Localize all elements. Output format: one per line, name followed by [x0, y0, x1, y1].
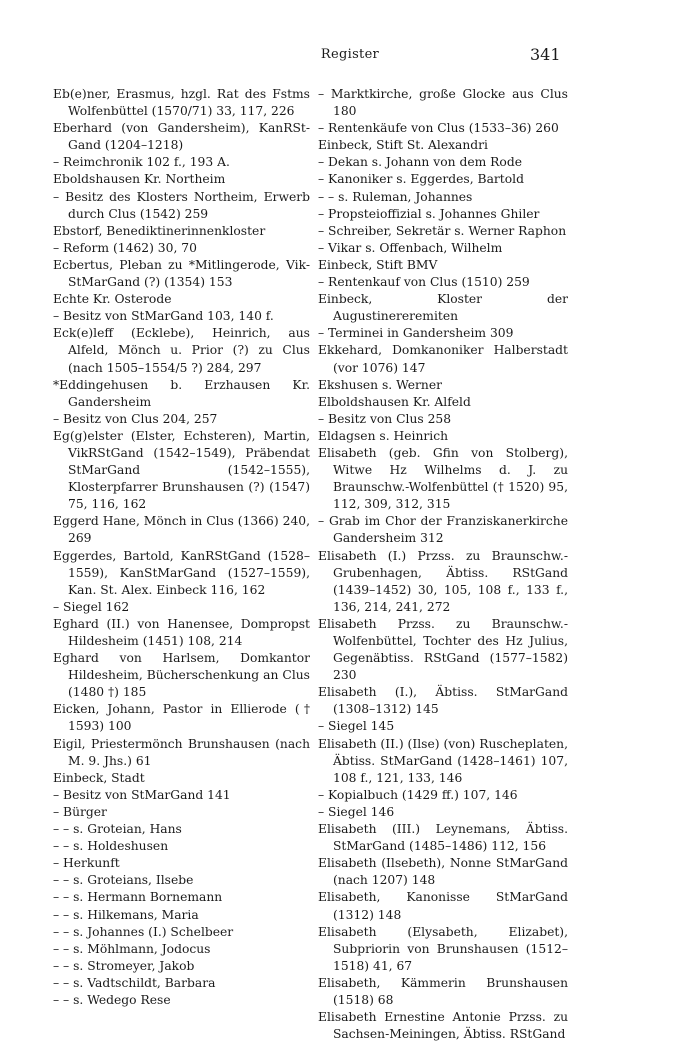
index-entry: Eggerdes, Bartold, KanRStGand (1528–1559), KanStMarGand (1527–1559), Kan. St. Alex. Einbeck 116, 162 — [53, 548, 310, 597]
index-entry: Eg(g)elster (Elster, Echsteren), Martin, VikRStGand (1542–1549), Präbendat StMarGand (1542–1555), Klosterpfarrer Brunshausen (?) (1547) 75, 116, 162 — [53, 428, 310, 512]
index-entry: – – s. Hermann Bornemann — [53, 890, 223, 905]
index-entry: – – s. Johannes (I.) Schelbeer — [53, 924, 234, 939]
index-entry: – Reimchronik 102 f., 193 A. — [53, 155, 230, 170]
index-entry: Elisabeth (III.) Leynemans, Äbtiss. StMarGand (1485–1486) 112, 156 — [318, 822, 568, 854]
index-entry: *Eddingehusen b. Erzhausen Kr. Gandersheim — [53, 377, 310, 409]
index-entry: Elisabeth (II.) (Ilse) (von) Ruscheplaten, Äbtiss. StMarGand (1428–1461) 107, 108 f., 121, 133, 146 — [318, 736, 568, 785]
index-column-left — [53, 86, 310, 1009]
index-entry: – Siegel 162 — [53, 599, 130, 614]
index-entry: – – s. Groteian, Hans — [53, 822, 182, 837]
index-entry: – Rentenkäufe von Clus (1533–36) 260 — [318, 121, 559, 136]
index-entry: – Grab im Chor der Franziskanerkirche Gandersheim 312 — [318, 514, 568, 546]
index-entry: Ebstorf, Benediktinerinnenkloster — [53, 223, 266, 238]
index-entry: Einbeck, Kloster der Augustinereremiten — [318, 292, 568, 324]
index-entry: – Reform (1462) 30, 70 — [53, 240, 197, 255]
index-entry: – – s. Groteians, Ilsebe — [53, 873, 194, 888]
index-entry: Eigil, Priestermönch Brunshausen (nach M. 9. Jhs.) 61 — [53, 736, 310, 768]
index-entry: Eghard (II.) von Hanensee, Dompropst Hildesheim (1451) 108, 214 — [53, 616, 310, 648]
index-entry: – Besitz von Clus 204, 257 — [53, 411, 218, 426]
index-entry: Elisabeth (geb. Gfin von Stolberg), Witwe Hz Wilhelms d. J. zu Braunschw.-Wolfenbüttel († 1520) 95, 112, 309, 312, 315 — [318, 445, 568, 512]
index-entry: Elisabeth Przss. zu Braunschw.-Wolfenbüttel, Tochter des Hz Julius, Gegenäbtiss. RStGand (1577–1582) 230 — [318, 616, 568, 683]
index-entry: Elboldshausen Kr. Alfeld — [318, 394, 471, 409]
index-entry: Elisabeth (I.) Przss. zu Braunschw.-Grubenhagen, Äbtiss. RStGand (1439–1452) 30, 105, 108 f., 133 f., 136, 214, 241, 272 — [318, 548, 568, 614]
index-entry: – – s. Vadtschildt, Barbara — [53, 975, 216, 990]
index-entry: Ecbertus, Pleban zu *Mitlingerode, Vik-StMarGand (?) (1354) 153 — [53, 257, 310, 290]
index-entry: Ekkehard, Domkanoniker Halberstadt (vor 1076) 147 — [318, 343, 568, 375]
index-entry: Elisabeth (Ilsebeth), Nonne StMarGand (nach 1207) 148 — [318, 856, 568, 888]
index-entry: – – s. Ruleman, Johannes — [318, 189, 473, 204]
index-entry: Eicken, Johann, Pastor in Ellierode († 1593) 100 — [53, 702, 310, 734]
index-entry: – Siegel 145 — [318, 719, 395, 734]
index-entry: – Propsteioffizial s. Johannes Ghiler — [318, 206, 540, 221]
index-entry: – Marktkirche, große Glocke aus Clus 180 — [318, 87, 568, 119]
index-entry: – Herkunft — [53, 856, 120, 871]
index-entry: – Schreiber, Sekretär s. Werner Raphon — [318, 223, 567, 238]
index-entry: – Kanoniker s. Eggerdes, Bartold — [318, 172, 524, 187]
index-entry: Ekshusen s. Werner — [318, 377, 442, 392]
page-number: 341 — [530, 45, 561, 64]
index-entry: – – s. Holdeshusen — [53, 839, 169, 854]
index-entry: Echte Kr. Osterode — [53, 292, 172, 307]
index-entry: Einbeck, Stift BMV — [318, 257, 438, 272]
index-entry: – Terminei in Gandersheim 309 — [318, 326, 514, 341]
index-entry: Einbeck, Stadt — [53, 770, 145, 785]
index-entry: – Kopialbuch (1429 ff.) 107, 146 — [318, 787, 518, 802]
running-header: Register — [320, 47, 380, 62]
index-entry: Eggerd Hane, Mönch in Clus (1366) 240, 269 — [53, 514, 310, 546]
index-entry: – Besitz des Klosters Northeim, Erwerb durch Clus (1542) 259 — [53, 189, 310, 221]
index-entry: Eb(e)ner, Erasmus, hzgl. Rat des Fstms Wolfenbüttel (1570/71) 33, 117, 226 — [53, 87, 310, 119]
index-entry: – Besitz von Clus 258 — [318, 411, 452, 426]
index-entry: – Vikar s. Offenbach, Wilhelm — [318, 240, 503, 255]
index-entry: Einbeck, Stift St. Alexandri — [318, 138, 488, 153]
index-entry: – – s. Hilkemans, Maria — [53, 907, 199, 922]
index-entry: – – s. Möhlmann, Jodocus — [53, 941, 211, 956]
index-entry: – Besitz von StMarGand 103, 140 f. — [53, 309, 274, 324]
index-entry: Eberhard (von Gandersheim), KanRSt-Gand (1204–1218) — [53, 121, 310, 153]
index-entry: – Rentenkauf von Clus (1510) 259 — [318, 275, 530, 290]
index-entry: – Siegel 146 — [318, 804, 395, 819]
index-entry: – – s. Stromeyer, Jakob — [53, 958, 195, 973]
index-entry: Elisabeth, Kämmerin Brunshausen (1518) 68 — [318, 975, 568, 1007]
index-entry: Elisabeth (I.), Äbtiss. StMarGand (1308–1312) 145 — [318, 685, 568, 717]
index-entry: Elisabeth Ernestine Antonie Przss. zu Sachsen-Meiningen, Äbtiss. RStGand — [318, 1010, 568, 1042]
index-entry: – Besitz von StMarGand 141 — [53, 787, 231, 802]
index-entry: Elisabeth, Kanonisse StMarGand (1312) 148 — [318, 890, 568, 922]
index-entry: – Dekan s. Johann von dem Rode — [318, 155, 522, 170]
index-entry: Eck(e)leff (Ecklebe), Heinrich, aus Alfeld, Mönch u. Prior (?) zu Clus (nach 1505–1554/5 ?) 284, 297 — [53, 326, 310, 375]
index-entry: – – s. Wedego Rese — [53, 992, 171, 1007]
index-entry: Eghard von Harlsem, Domkantor Hildesheim, Bücherschenkung an Clus (1480 †) 185 — [53, 651, 310, 700]
index-entry: Elisabeth (Elysabeth, Elizabet), Subpriorin von Brunshausen (1512–1518) 41, 67 — [318, 924, 568, 973]
index-entry: Eboldshausen Kr. Northeim — [53, 172, 226, 187]
index-entry: – Bürger — [53, 804, 107, 819]
index-entry: Eldagsen s. Heinrich — [318, 428, 448, 443]
index-column-right — [318, 86, 568, 1043]
